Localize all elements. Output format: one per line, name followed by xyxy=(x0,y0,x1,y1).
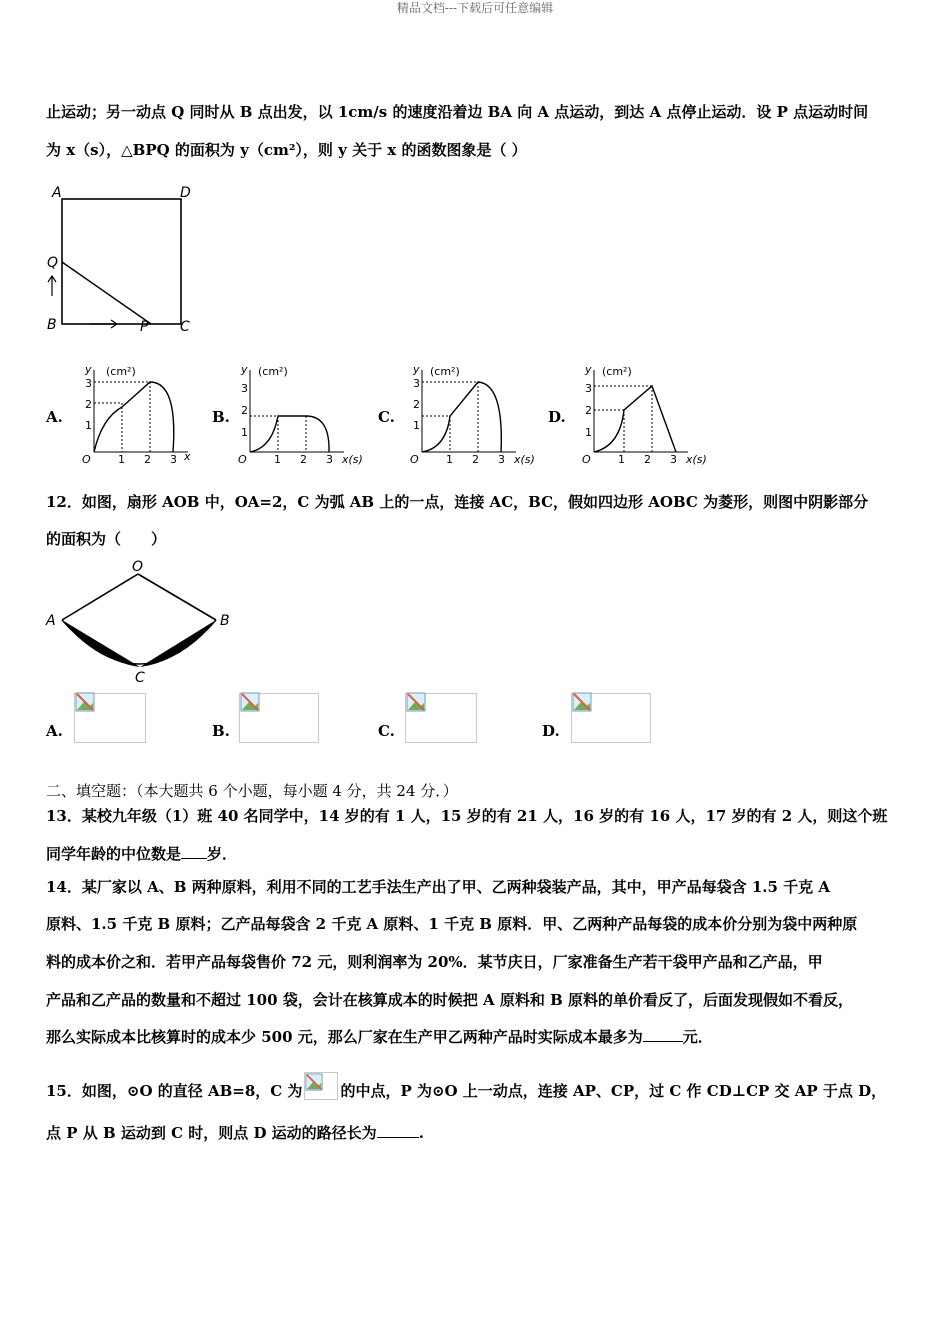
svg-text:2: 2 xyxy=(300,453,307,466)
q14-line3: 料的成本价之和．若甲产品每袋售价 72 元，则利润率为 20%．某节庆日，厂家准备生产若干袋甲产品和乙产品，甲 xyxy=(46,953,823,971)
svg-text:2: 2 xyxy=(472,453,479,466)
square xyxy=(62,199,181,324)
label-d: D xyxy=(180,185,191,201)
q13-line1: 13．某校九年级（1）班 40 名同学中，14 岁的有 1 人，15 岁的有 21 人，16 岁的有 16 人，17 岁的有 2 人，则这个班 xyxy=(46,807,888,825)
q11-option-b[interactable]: B. xyxy=(212,408,230,426)
svg-text:3: 3 xyxy=(585,382,592,395)
svg-text:3: 3 xyxy=(326,453,333,466)
svg-text:(cm²): (cm²) xyxy=(602,365,632,378)
svg-text:x(s): x(s) xyxy=(514,453,535,466)
label-c: C xyxy=(180,319,190,335)
svg-text:2: 2 xyxy=(644,453,651,466)
segment-qp xyxy=(62,262,151,324)
svg-text:O: O xyxy=(410,453,419,466)
svg-text:3: 3 xyxy=(413,377,420,390)
svg-text:x(s): x(s) xyxy=(342,453,363,466)
svg-text:x: x xyxy=(184,450,191,463)
svg-text:O: O xyxy=(238,453,247,466)
shaded-right xyxy=(140,620,216,667)
svg-text:2: 2 xyxy=(585,404,592,417)
q15-inline-image xyxy=(304,1072,338,1100)
svg-text:1: 1 xyxy=(85,419,92,432)
broken-image-icon xyxy=(240,692,260,712)
svg-text:2: 2 xyxy=(241,404,248,417)
broken-image-icon xyxy=(75,692,95,712)
q15-line2: 点 P 从 B 运动到 C 时，则点 D 运动的路径长为 . xyxy=(46,1124,424,1142)
svg-text:3: 3 xyxy=(241,382,248,395)
svg-text:1: 1 xyxy=(413,419,420,432)
svg-text:3: 3 xyxy=(670,453,677,466)
svg-text:2: 2 xyxy=(85,398,92,411)
label-q: Q xyxy=(47,255,59,271)
svg-text:3: 3 xyxy=(85,377,92,390)
arc-ab xyxy=(62,620,216,664)
svg-text:(cm²): (cm²) xyxy=(106,365,136,378)
q14-line1: 14．某厂家以 A、B 两种原料，利用不同的工艺手法生产出了甲、乙两种袋装产品，其中，甲产品每袋含 1.5 千克 A xyxy=(46,878,831,896)
square-figure xyxy=(44,180,204,336)
q14-answer-blank[interactable] xyxy=(643,1041,683,1042)
label-b: B xyxy=(47,317,57,333)
q12-option-a[interactable]: A. xyxy=(46,722,63,740)
svg-text:1: 1 xyxy=(274,453,281,466)
q14-line4: 产品和乙产品的数量和不超过 100 袋，会计在核算成本的时候把 A 原料和 B 原料的单价看反了，后面发现假如不看反， xyxy=(46,991,853,1009)
broken-image-icon xyxy=(406,692,426,712)
svg-text:2: 2 xyxy=(144,453,151,466)
q12-line2: 的面积为（ ） xyxy=(46,530,167,548)
svg-text:x(s): x(s) xyxy=(686,453,707,466)
q12-option-a-image xyxy=(74,693,146,743)
q11-option-a[interactable]: A. xyxy=(46,408,63,426)
q12-option-b[interactable]: B. xyxy=(212,722,230,740)
svg-text:y: y xyxy=(585,363,592,376)
graph-option-b xyxy=(232,362,372,468)
svg-text:1: 1 xyxy=(118,453,125,466)
q11-line2: 为 x（s），△BPQ 的面积为 y（cm²），则 y 关于 x 的函数图象是（ ） xyxy=(46,141,527,159)
svg-text:3: 3 xyxy=(498,453,505,466)
svg-text:(cm²): (cm²) xyxy=(430,365,460,378)
q15-answer-blank[interactable] xyxy=(377,1137,419,1138)
curve-d xyxy=(594,386,676,452)
svg-text:2: 2 xyxy=(413,398,420,411)
curve-a xyxy=(94,382,174,452)
label-p: P xyxy=(140,319,149,335)
q11-line1: 止运动；另一动点 Q 同时从 B 点出发，以 1cm/s 的速度沿着边 BA 向 A 点运动，到达 A 点停止运动．设 P 点运动时间 xyxy=(46,103,869,121)
svg-text:y: y xyxy=(85,363,92,376)
svg-text:1: 1 xyxy=(618,453,625,466)
q12-option-d-image xyxy=(571,693,651,743)
sector-figure xyxy=(44,558,236,684)
svg-text:1: 1 xyxy=(585,426,592,439)
svg-text:(cm²): (cm²) xyxy=(258,365,288,378)
q14-line5: 那么实际成本比核算时的成本少 500 元，那么厂家在生产甲乙两种产品时实际成本最多为 元． xyxy=(46,1028,713,1046)
label-b: B xyxy=(220,613,230,629)
svg-text:3: 3 xyxy=(170,453,177,466)
q13-answer-blank[interactable] xyxy=(181,858,207,859)
q14-line2: 原料、1.5 千克 B 原料；乙产品每袋含 2 千克 A 原料、1 千克 B 原料．甲、乙两种产品每袋的成本价分别为袋中两种原 xyxy=(46,915,858,933)
q11-option-d[interactable]: D. xyxy=(548,408,566,426)
graph-option-a xyxy=(76,362,198,468)
q11-option-c[interactable]: C. xyxy=(378,408,395,426)
q13-line2: 同学年龄的中位数是 岁． xyxy=(46,845,238,863)
page-header: 精品文档---下载后可任意编辑 xyxy=(396,1,554,15)
segment-oa xyxy=(62,574,138,620)
svg-text:y: y xyxy=(241,363,248,376)
curve-b xyxy=(250,416,329,452)
svg-text:1: 1 xyxy=(241,426,248,439)
q12-option-b-image xyxy=(239,693,319,743)
svg-text:O: O xyxy=(582,453,591,466)
label-c: C xyxy=(135,670,145,684)
graph-option-c xyxy=(404,362,544,468)
svg-text:y: y xyxy=(413,363,420,376)
shaded-left xyxy=(62,620,140,667)
broken-image-icon xyxy=(305,1073,323,1091)
segment-ob xyxy=(138,574,216,620)
svg-text:1: 1 xyxy=(446,453,453,466)
svg-text:O: O xyxy=(82,453,91,466)
label-a: A xyxy=(46,613,56,629)
label-a: A xyxy=(52,185,62,201)
q15-line1: 15．如图，⊙O 的直径 AB=8，C 为 的中点，P 为⊙O 上一动点，连接 AP、CP，过 C 作 CD⊥CP 交 AP 于点 D， xyxy=(46,1072,886,1101)
q12-line1: 12．如图，扇形 AOB 中，OA=2，C 为弧 AB 上的一点，连接 AC，BC，假如四边形 AOBC 为菱形，则图中阴影部分 xyxy=(46,493,869,511)
curve-c xyxy=(422,382,501,452)
q12-option-d[interactable]: D. xyxy=(542,722,560,740)
broken-image-icon xyxy=(572,692,592,712)
section-2-heading: 二、填空题：（本大题共 6 个小题，每小题 4 分，共 24 分．） xyxy=(46,782,458,800)
label-o: O xyxy=(132,559,144,575)
q12-option-c-image xyxy=(405,693,477,743)
graph-option-d xyxy=(576,362,716,468)
q12-option-c[interactable]: C. xyxy=(378,722,395,740)
